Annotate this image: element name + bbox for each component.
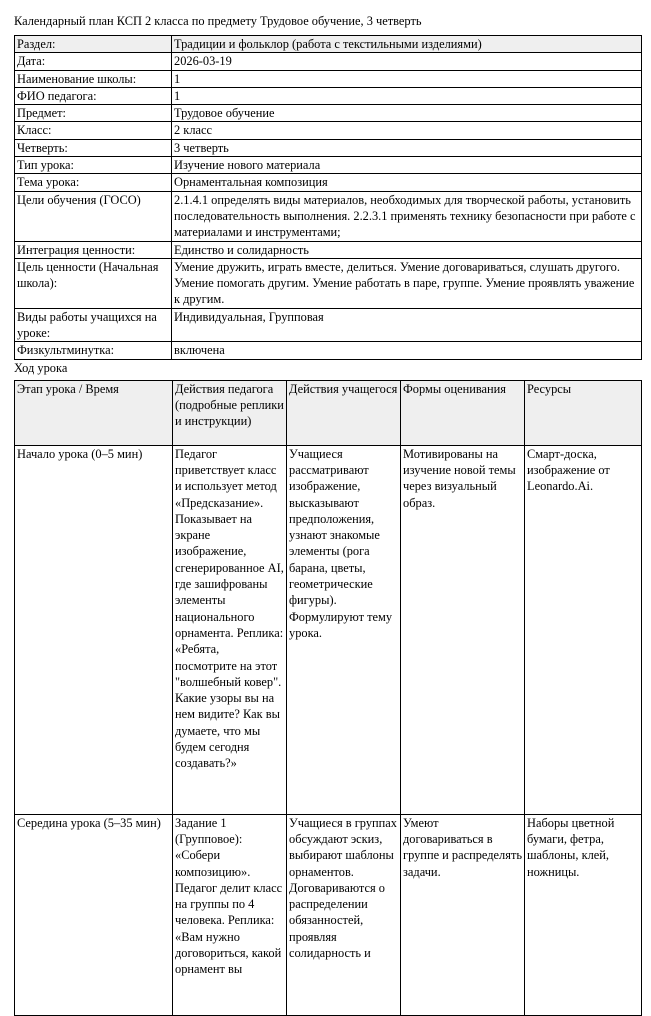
cell-teacher-actions: Задание 1 (Групповое): «Собери композицию». Педагог делит класс на группы по 4 человека. Реплика: «Вам нужно договориться, какой орнамент вы [173, 814, 287, 1015]
info-label: Дата: [15, 53, 172, 70]
info-row-work-types [15, 308, 642, 342]
info-row-topic [15, 174, 642, 191]
info-label: Предмет: [15, 105, 172, 122]
info-label: Цели обучения (ГОСО) [15, 191, 172, 241]
info-row-exercise-break [15, 342, 642, 359]
info-value: 1 [172, 70, 642, 87]
info-value: Индивидуальная, Групповая [172, 308, 642, 342]
cell-resources: Смарт-доска, изображение от Leonardo.Ai. [525, 445, 642, 814]
info-row-value-goal [15, 258, 642, 308]
info-row-quarter [15, 139, 642, 156]
cell-stage: Начало урока (0–5 мин) [15, 445, 173, 814]
info-value: 2 класс [172, 122, 642, 139]
info-table [14, 35, 642, 360]
document-title: Календарный план КСП 2 класса по предмету Трудовое обучение, 3 четверть [14, 14, 422, 28]
info-value: 1 [172, 87, 642, 104]
info-label: Класс: [15, 122, 172, 139]
info-value: Трудовое обучение [172, 105, 642, 122]
header-teacher-actions: Действия педагога (подробные реплики и инструкции) [173, 380, 287, 445]
header-stage: Этап урока / Время [15, 380, 173, 445]
info-label: Интеграция ценности: [15, 241, 172, 258]
header-student-actions: Действия учащегося [287, 380, 401, 445]
header-resources: Ресурсы [525, 380, 642, 445]
info-value: Изучение нового материала [172, 157, 642, 174]
lesson-header-row [15, 380, 642, 445]
header-assessment: Формы оценивания [401, 380, 525, 445]
lesson-row-middle [15, 814, 642, 1015]
info-value: 3 четверть [172, 139, 642, 156]
lesson-flow-table [14, 380, 642, 1016]
info-label: ФИО педагога: [15, 87, 172, 104]
info-row-learning-goals [15, 191, 642, 241]
info-row-teacher [15, 87, 642, 104]
info-label: Физкультминутка: [15, 342, 172, 359]
info-label: Тема урока: [15, 174, 172, 191]
cell-assessment: Мотивированы на изучение новой темы через визуальный образ. [401, 445, 525, 814]
info-label: Наименование школы: [15, 70, 172, 87]
info-label: Раздел: [15, 36, 172, 53]
info-label: Четверть: [15, 139, 172, 156]
lesson-row-start [15, 445, 642, 814]
info-row-school [15, 70, 642, 87]
info-label: Тип урока: [15, 157, 172, 174]
info-row-date [15, 53, 642, 70]
cell-student-actions: Учащиеся рассматривают изображение, высказывают предположения, узнают знакомые элементы (рога барана, цветы, геометрические фигуры). Формулируют тему урока. [287, 445, 401, 814]
cell-resources: Наборы цветной бумаги, фетра, шаблоны, клей, ножницы. [525, 814, 642, 1015]
info-label: Виды работы учащихся на уроке: [15, 308, 172, 342]
info-row-subject [15, 105, 642, 122]
info-row-grade [15, 122, 642, 139]
cell-assessment: Умеют договариваться в группе и распределять задачи. [401, 814, 525, 1015]
info-value: 2026-03-19 [172, 53, 642, 70]
lesson-flow-title: Ход урока [14, 360, 68, 375]
info-value: Единство и солидарность [172, 241, 642, 258]
cell-student-actions: Учащиеся в группах обсуждают эскиз, выбирают шаблоны орнаментов. Договариваются о распределении обязанностей, проявляя солидарность и [287, 814, 401, 1015]
info-value: Орнаментальная композиция [172, 174, 642, 191]
info-label: Цель ценности (Начальная школа): [15, 258, 172, 308]
info-row-value-integration [15, 241, 642, 258]
info-row-section [15, 36, 642, 53]
info-value: Умение дружить, играть вместе, делиться. Умение договариваться, слушать другого. Умение помогать другим. Умение работать в паре, группе. Умение проявлять уважение к другим. [172, 258, 642, 308]
cell-teacher-actions: Педагог приветствует класс и использует метод «Предсказание». Показывает на экране изображение, сгенерированное AI, где зашифрованы элементы национального орнамента. Реплика: «Ребята, посмотрите на этот "волшебный ковер". Какие узоры вы на нем видите? Как вы думаете, что мы будем сегодня создавать?» [173, 445, 287, 814]
info-value: 2.1.4.1 определять виды материалов, необходимых для творческой работы, установить последовательность выполнения. 2.2.3.1 применять технику безопасности при работе с материалами и инструментами; [172, 191, 642, 241]
info-value: Традиции и фольклор (работа с текстильными изделиями) [172, 36, 642, 53]
cell-stage: Середина урока (5–35 мин) [15, 814, 173, 1015]
info-value: включена [172, 342, 642, 359]
info-row-lesson-type [15, 157, 642, 174]
